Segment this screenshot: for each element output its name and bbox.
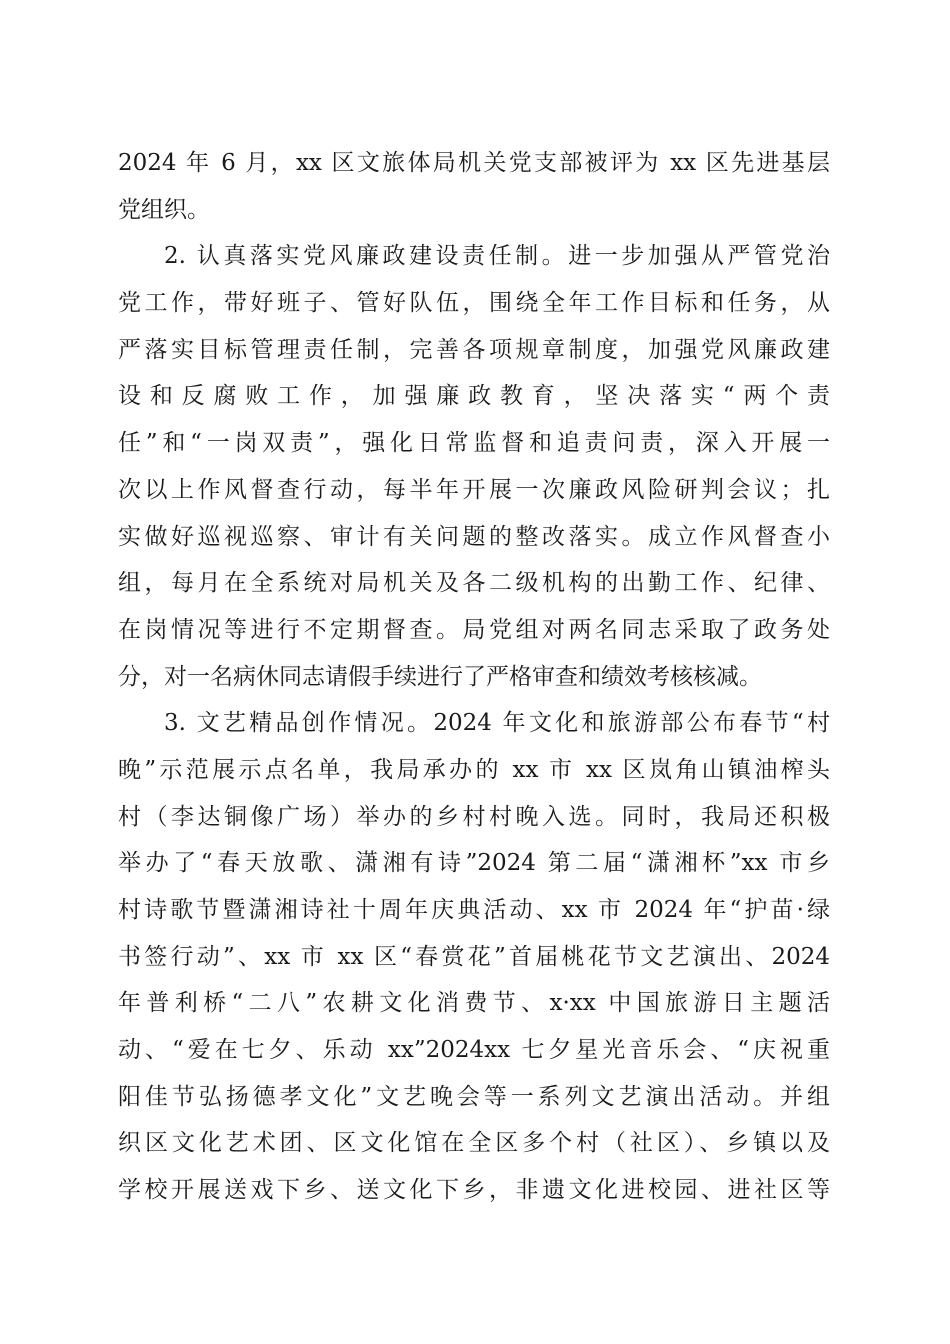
text-line: 阳佳节弘扬德孝文化”文艺晚会等一系列文艺演出活动。并组 xyxy=(118,1083,830,1110)
body-text xyxy=(118,140,830,1214)
text-line: 2024 年 6 月，xx 区文旅体局机关党支部被评为 xx 区先进基层 xyxy=(118,150,830,176)
text-line: 党工作，带好班子、管好队伍，围绕全年工作目标和任务，从 xyxy=(118,290,830,317)
text-line: 分，对一名病休同志请假手续进行了严格审查和绩效考核核减。 xyxy=(118,663,762,690)
text-line: 实做好巡视巡察、审计有关问题的整改落实。成立作风督查小 xyxy=(118,523,830,550)
text-line: 村（李达铜像广场）举办的乡村村晚入选。同时，我局还积极 xyxy=(118,803,830,830)
text-line: 2. 认真落实党风廉政建设责任制。进一步加强从严管党治 xyxy=(164,243,830,270)
text-line: 举办了“春天放歌、潇湘有诗”2024 第二届“潇湘杯”xx 市乡 xyxy=(118,850,830,877)
text-line: 晚”示范展示点名单，我局承办的 xx 市 xx 区岚角山镇油榨头 xyxy=(118,756,830,783)
text-line: 3. 文艺精品创作情况。2024 年文化和旅游部公布春节“村 xyxy=(164,710,830,737)
text-line: 动、“爱在七夕、乐动 xx”2024xx 七夕星光音乐会、“庆祝重 xyxy=(118,1037,830,1064)
text-line: 次以上作风督查行动，每半年开展一次廉政风险研判会议；扎 xyxy=(118,476,830,503)
text-line: 织区文化艺术团、区文化馆在全区多个村（社区）、乡镇以及 xyxy=(118,1130,830,1157)
text-line: 党组织。 xyxy=(118,196,210,223)
text-line: 书签行动”、xx 市 xx 区“春赏花”首届桃花节文艺演出、2024 xyxy=(118,943,830,970)
text-line: 学校开展送戏下乡、送文化下乡，非遗文化进校园、进社区等 xyxy=(118,1177,830,1204)
text-line: 村诗歌节暨潇湘诗社十周年庆典活动、xx 市 2024 年“护苗·绿 xyxy=(118,897,830,923)
text-line: 年普利桥“二八”农耕文化消费节、x·xx 中国旅游日主题活 xyxy=(118,990,830,1017)
text-line: 任”和“一岗双责”，强化日常监督和追责问责，深入开展一 xyxy=(118,430,830,457)
text-line: 组，每月在全系统对局机关及各二级机构的出勤工作、纪律、 xyxy=(118,570,830,597)
text-line: 在岗情况等进行不定期督查。局党组对两名同志采取了政务处 xyxy=(118,616,830,643)
text-line: 严落实目标管理责任制，完善各项规章制度，加强党风廉政建 xyxy=(118,336,830,363)
text-line: 设和反腐败工作，加强廉政教育，坚决落实“两个责 xyxy=(118,383,830,410)
